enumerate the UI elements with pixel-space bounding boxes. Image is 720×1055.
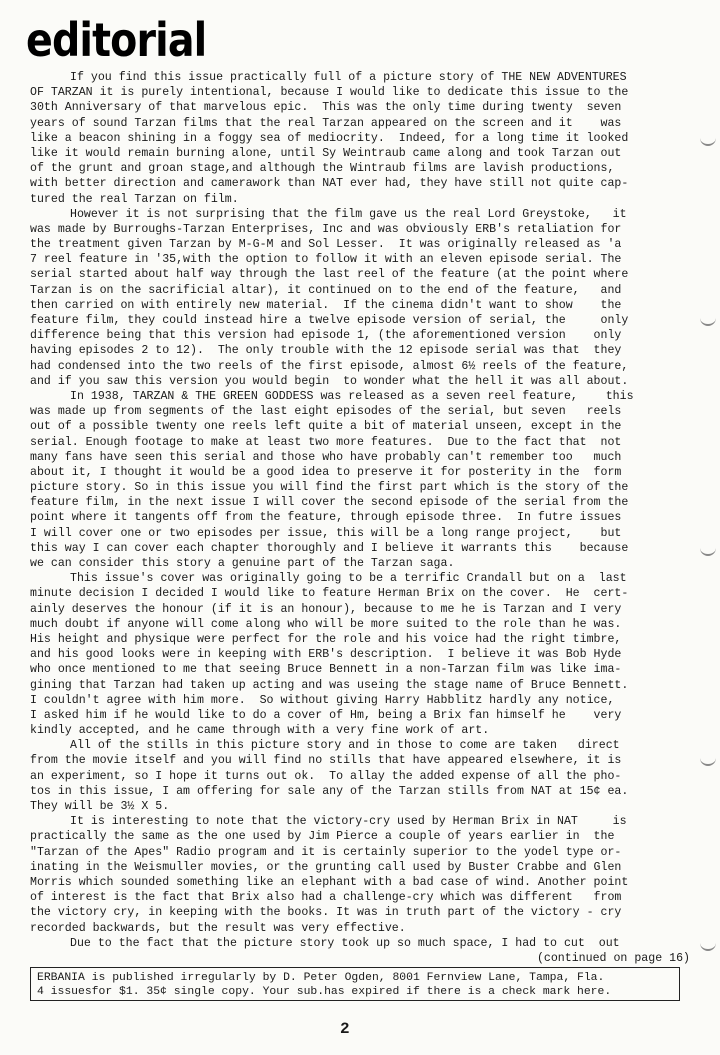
- paragraph-line: having episodes 2 to 12). The only trouble with the 12 episode serial was that they: [30, 344, 622, 358]
- paragraph-line: and if you saw this version you would begin to wonder what the hell it was all about.: [30, 374, 629, 388]
- masthead-line-1: ERBANIA is published irregularly by D. Peter Ogden, 8001 Fernview Lane, Tampa, Fla.: [37, 972, 605, 984]
- paragraph-line: of interest is the fact that Brix also had a challenge-cry which was different from: [30, 891, 622, 905]
- masthead-box: [30, 967, 680, 1001]
- paragraph-line: feature film, in the next issue I will cover the second episode of the serial from the: [30, 496, 629, 510]
- paragraph-line: gining that Tarzan had taken up acting and was useing the stage name of Bruce Bennett.: [30, 678, 629, 692]
- paragraph-line: It is interesting to note that the victory-cry used by Herman Brix in NAT is: [70, 815, 627, 829]
- paragraph-line: I couldn't agree with him more. So without giving Harry Habblitz hardly any notice,: [30, 693, 615, 707]
- editorial-body: [30, 70, 690, 966]
- masthead-line-2: 4 issuesfor $1. 35¢ single copy. Your sub.has expired if there is a check mark here.: [37, 986, 612, 998]
- paragraph-line: feature film, they could instead hire a twelve episode version of serial, the only: [30, 314, 629, 327]
- paragraph-line: I will cover one or two episodes per issue, this will be a long range project, but: [30, 526, 622, 540]
- paragraph-line: inating in the Weismuller movies, or the grunting call used by Buster Crabbe and Glen: [30, 860, 622, 874]
- paragraph-line: OF TARZAN it is purely intentional, because I would like to dedicate this issue to the: [30, 86, 629, 100]
- paragraph-line: was made by Burroughs-Tarzan Enterprises, Inc and was obviously ERB's retaliation for: [30, 222, 622, 236]
- paragraph-line: like a beacon shining in a foggy sea of mediocrity. Indeed, for a long time it looked: [30, 131, 629, 145]
- paragraph-line: with better direction and camerawork than NAT ever had, they have still not quite cap-: [30, 177, 629, 191]
- paragraph-line: In 1938, TARZAN & THE GREEN GODDESS was released as a seven reel feature, this: [70, 389, 634, 403]
- paragraph-line: years of sound Tarzan films that the real Tarzan appeared on the screen and it was: [30, 116, 622, 130]
- paragraph-line: minute decision I decided I would like to feature Herman Brix on the cover. He cert-: [30, 587, 629, 601]
- paragraph-line: However it is not surprising that the film gave us the real Lord Greystoke, it: [70, 207, 627, 221]
- paragraph-line: we can consider this story a genuine part of the Tarzan saga.: [30, 557, 455, 570]
- paragraph-line: out of a possible twenty one reels left quite a bit of material unseen, except in the: [30, 420, 622, 434]
- binder-hole-mark: [700, 135, 716, 146]
- paragraph-line: and his good looks were in keeping with ERB's description. I believe it was Bob Hyde: [30, 648, 622, 662]
- paragraph-line: from the movie itself and you will find no stills that have appeared elsewhere, it is: [30, 754, 622, 768]
- paragraph-line: Due to the fact that the picture story took up so much space, I had to cut out: [70, 936, 620, 950]
- page-title: editorial: [26, 13, 207, 67]
- paragraph-line: Tarzan is on the sacrificial altar), it continued on to the end of the feature, and: [30, 283, 622, 297]
- paragraph-line: This issue's cover was originally going to be a terrific Crandall but on a last: [70, 572, 627, 586]
- paragraph-line: much doubt if anyone will come along who will be more suited to the role than he was.: [30, 617, 622, 631]
- paragraph-line: They will be 3½ X 5.: [30, 800, 170, 813]
- paragraph-line: recorded backwards, but the result was very effective.: [30, 921, 406, 935]
- paragraph-line: serial started about half way through the last reel of the feature (at the point where: [30, 268, 629, 282]
- paragraph-line: practically the same as the one used by Jim Pierce a couple of years earlier in the: [30, 830, 615, 844]
- paragraph-line: tos in this issue, I am offering for sale any of the Tarzan stills from NAT at 15¢ ea.: [30, 784, 629, 798]
- paragraph-line: 30th Anniversary of that marvelous epic. This was the only time during twenty seven: [30, 101, 622, 115]
- paragraph-line: who once mentioned to me that seeing Bruce Bennett in a non-Tarzan film was like ima-: [30, 663, 622, 677]
- paragraph-line: ainly deserves the honour (if it is an honour), because to me he is Tarzan and I very: [30, 602, 622, 616]
- paragraph-line: serial. Enough footage to make at least two more features. Due to the fact that not: [30, 435, 622, 449]
- paragraph-line: picture story. So in this issue you will find the first part which is the story of the: [30, 481, 629, 495]
- paragraph-line: point where it tangents off from the feature, through episode three. In futre issues: [30, 511, 622, 525]
- binder-hole-mark: [700, 755, 716, 766]
- paragraph-line: then carried on with entirely new material. If the cinema didn't want to show the: [30, 298, 622, 312]
- paragraph-line: about it, I thought it would be a good idea to preserve it for posterity in the form: [30, 465, 622, 479]
- paragraph-line: was made up from segments of the last eight episodes of the serial, but seven reels: [30, 405, 622, 419]
- paragraph-line: kindly accepted, and he came through with a very fine work of art.: [30, 724, 490, 738]
- page-number: 2: [340, 1020, 350, 1038]
- continued-note: (continued on page 16): [536, 951, 690, 965]
- paragraph-line: the victory cry, in keeping with the books. It was in truth part of the victory - cry: [30, 906, 622, 920]
- paragraph-line: "Tarzan of the Apes" Radio program and it is certainly superior to the yodel type or-: [30, 845, 622, 859]
- paragraph-line: difference being that this version had episode 1, (the aforementioned version only: [30, 329, 622, 343]
- binder-hole-mark: [700, 545, 716, 556]
- paragraph-line: I asked him if he would like to do a cover of Hm, being a Brix fan himself he very: [30, 708, 622, 722]
- paragraph-line: of the grunt and groan stage,and although the Wintraub films are lavish productions,: [30, 162, 615, 176]
- paragraph-line: Morris which sounded something like an elephant with a bad case of wind. Another point: [30, 875, 629, 889]
- paragraph-line: the treatment given Tarzan by M-G-M and Sol Lesser. It was originally released as 'a: [30, 238, 622, 252]
- paragraph-line: this way I can cover each chapter thoroughly and I believe it warrants this because: [30, 541, 629, 555]
- paragraph-line: If you find this issue practically full of a picture story of THE NEW ADVENTURES: [70, 71, 627, 84]
- paragraph-line: an experiment, so I hope it turns out ok. To allay the added expense of all the pho-: [30, 769, 622, 783]
- paragraph-line: had condensed into the two reels of the first episode, almost 6½ reels of the feature,: [30, 359, 629, 373]
- paragraph-line: 7 reel feature in '35,with the option to follow it with an eleven episode serial. The: [30, 253, 622, 267]
- paragraph-line: tured the real Tarzan on film.: [30, 192, 239, 206]
- paragraph-line: many fans have seen this serial and those who have probably can't remember too much: [30, 450, 622, 464]
- binder-hole-mark: [700, 315, 716, 326]
- paragraph-line: His height and physique were perfect for the role and his voice had the right timbre,: [30, 632, 622, 646]
- binder-hole-mark: [700, 940, 716, 951]
- paragraph-line: like it would remain burning alone, until Sy Weintraub came along and took Tarzan out: [30, 146, 622, 160]
- paragraph-line: All of the stills in this picture story and in those to come are taken direct: [70, 739, 620, 753]
